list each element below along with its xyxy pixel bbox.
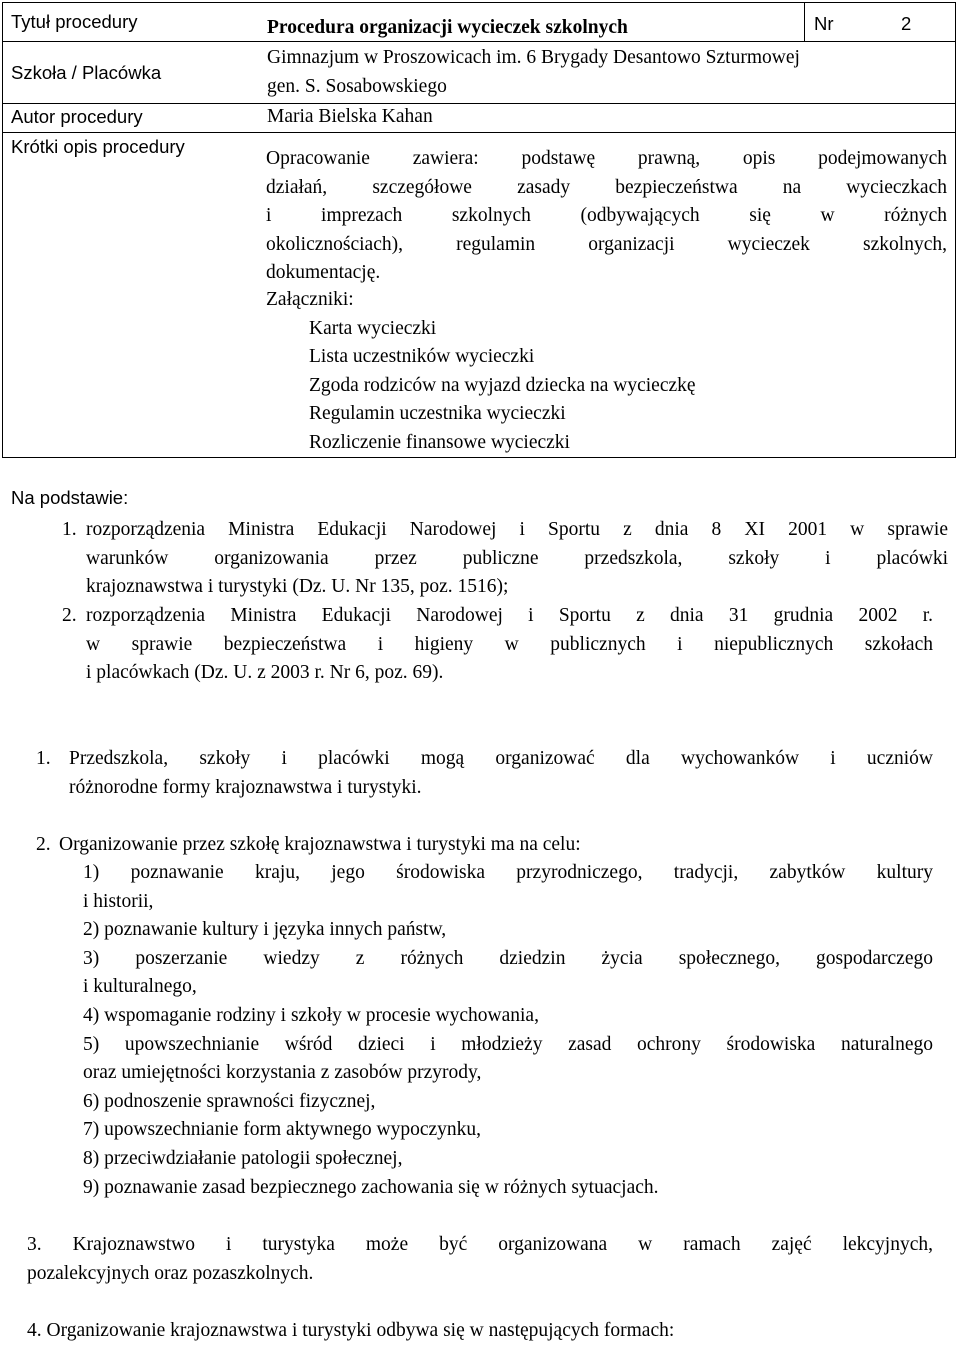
goal-item-line: 9) poznawanie zasad bezpiecznego zachowania się w różnych sytuacjach.: [83, 1176, 659, 1198]
section-number: 4.: [27, 1320, 42, 1341]
section-line: [27, 1231, 933, 1260]
goal-item-line: 1) poznawanie kraju, jego środowiska przyrodniczego, tradycji, zabytków kultury: [83, 862, 933, 883]
attachment-item: Regulamin uczestnika wycieczki: [309, 403, 566, 425]
section-3: [27, 1231, 933, 1288]
section-line: pozalekcyjnych oraz pozaszkolnych.: [27, 1262, 314, 1284]
goal-item-line: i historii,: [83, 890, 154, 912]
section-2-intro: Organizowanie przez szkołę krajoznawstwa i turystyki ma na celu:: [59, 834, 581, 855]
attachment-item: Karta wycieczki: [309, 317, 437, 339]
section-number: 2.: [36, 834, 51, 855]
goal-item-line: 3) poszerzanie wiedzy z różnych dziedzin życia społecznego, gospodarczego: [83, 947, 933, 969]
description-line: okolicznościach), regulamin organizacji wycieczek szkolnych,: [266, 233, 947, 255]
goal-item-line: 8) przeciwdziałanie patologii społecznej,: [83, 1147, 403, 1169]
attachments-block: [266, 286, 696, 458]
table-column-divider: [804, 3, 805, 41]
goal-item-line: 2) poznawanie kultury i języka innych państw,: [83, 919, 447, 941]
section-line-text: Organizowanie krajoznawstwa i turystyki odbywa się w następujących formach:: [46, 1320, 675, 1341]
section-line: różnorodne formy krajoznawstwa i turystyki.: [69, 776, 422, 798]
description-line: dokumentację.: [266, 262, 381, 284]
attachment-item: Zgoda rodziców na wyjazd dziecka na wycieczkę: [309, 374, 696, 396]
attachment-item: Rozliczenie finansowe wycieczki: [309, 431, 570, 453]
goal-item-line: i kulturalnego,: [83, 976, 197, 998]
basis-item: [86, 516, 948, 602]
section-line-text: Krajoznawstwo i turystyka może być organizowana w ramach zajęć lekcyjnych,: [72, 1234, 933, 1255]
goal-item-line: oraz umiejętności korzystania z zasobów przyrody,: [83, 1062, 482, 1084]
nr-label: Nr: [814, 13, 834, 34]
nr-value: 2: [901, 13, 912, 34]
description-label: Krótki opis procedury: [11, 136, 185, 157]
school-value-line2: gen. S. Sosabowskiego: [267, 76, 447, 97]
attachment-item: Lista uczestników wycieczki: [309, 346, 535, 368]
description-line: Opracowanie zawiera: podstawę prawną, opis podejmowanych: [266, 148, 947, 169]
basis-item-line: i placówkach (Dz. U. z 2003 r. Nr 6, poz. 69).: [86, 662, 444, 684]
basis-heading: Na podstawie:: [11, 487, 129, 508]
school-value-line1: Gimnazjum w Proszowicach im. 6 Brygady Desantowo Szturmowej: [267, 47, 800, 68]
procedure-description: [266, 145, 947, 288]
basis-item-number: 2.: [62, 605, 77, 626]
school-label: Szkoła / Placówka: [11, 62, 162, 83]
basis-item: [86, 602, 933, 688]
section-line: Przedszkola, szkoły i placówki mogą organizować dla wychowanków i uczniów: [69, 748, 933, 769]
goal-item-line: 5) upowszechnianie wśród dzieci i młodzieży zasad ochrony środowiska naturalnego: [83, 1033, 933, 1055]
section-number: 3.: [27, 1234, 42, 1255]
section-number: 1.: [36, 748, 51, 769]
goal-item-line: 7) upowszechnianie form aktywnego wypoczynku,: [83, 1119, 482, 1141]
author-value: Maria Bielska Kahan: [267, 106, 433, 127]
goals-list: [83, 859, 933, 1202]
basis-item-line: krajoznawstwa i turystyki (Dz. U. Nr 135, poz. 1516);: [86, 576, 509, 598]
goal-item-line: 6) podnoszenie sprawności fizycznej,: [83, 1090, 376, 1112]
section-4: [27, 1317, 674, 1346]
section-1: [69, 745, 933, 802]
title-value: Procedura organizacji wycieczek szkolnych: [267, 17, 628, 38]
basis-item-line: rozporządzenia Ministra Edukacji Narodowej i Sportu z dnia 8 XI 2001 w sprawie: [86, 519, 948, 540]
title-label: Tytuł procedury: [11, 11, 138, 32]
basis-item-line: rozporządzenia Ministra Edukacji Narodowej i Sportu z dnia 31 grudnia 2002 r.: [86, 605, 933, 626]
description-line: i imprezach szkolnych (odbywających się w różnych: [266, 205, 947, 227]
description-line: działań, szczegółowe zasady bezpieczeństwa na wycieczkach: [266, 176, 947, 198]
basis-item-line: w sprawie bezpieczeństwa i higieny w publicznych i niepublicznych szkołach: [86, 633, 933, 655]
basis-item-number: 1.: [62, 519, 77, 540]
attachments-label: Załączniki:: [266, 289, 354, 310]
basis-item-line: warunków organizowania przez publiczne przedszkola, szkoły i placówki: [86, 547, 948, 569]
goal-item-line: 4) wspomaganie rodziny i szkoły w procesie wychowania,: [83, 1004, 539, 1026]
author-label: Autor procedury: [11, 106, 143, 127]
table-row-divider: [3, 103, 955, 104]
